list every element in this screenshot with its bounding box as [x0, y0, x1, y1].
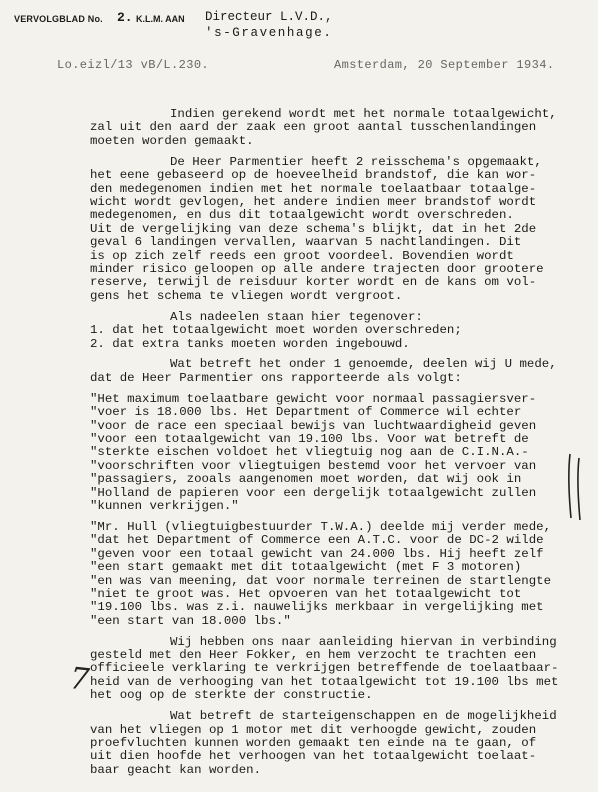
text-line: medegenomen, en dus dit totaalgewicht wordt overschreden. — [90, 208, 514, 223]
letter-body — [90, 108, 590, 785]
klm-aan-label: K.L.M. AAN — [136, 14, 185, 24]
paragraph — [90, 393, 590, 514]
text-line: dat de Heer Parmentier ons rapporteerde als volgt: — [90, 370, 462, 385]
paragraph — [90, 108, 590, 148]
text-line: zal uit den aard der zaak een groot aantal tusschenlandingen — [90, 120, 537, 135]
text-line: gesteld met den Heer Fokker, en hem verzocht te trachten een — [90, 648, 537, 663]
text-line: "kunnen verkrijgen." — [90, 498, 239, 513]
text-line: "sterkte eischen voldoet het vliegtuig nog aan de C.I.N.A.- — [90, 445, 529, 460]
paragraph — [90, 311, 590, 351]
text-line: minder risico geloopen op alle andere trajecten door grootere — [90, 261, 544, 276]
recipient-city: 's-Gravenhage. — [205, 26, 333, 40]
text-line: "voor een totaalgewicht van 19.100 lbs. Voor wat betreft de — [90, 431, 529, 446]
text-line: uit dien hoofde het verhoogen van het totaalgewicht toelaat- — [90, 749, 537, 764]
text-line: Wat betreft het onder 1 genoemde, deelen wij U mede, — [170, 357, 557, 372]
text-line: Als nadeelen staan hier tegenover: — [170, 309, 423, 324]
date-line: Amsterdam, 20 September 1934. — [334, 58, 555, 72]
text-line: "Mr. Hull (vliegtuigbestuurder T.W.A.) deelde mij verder mede, — [90, 519, 552, 534]
text-line: baar geacht kan worden. — [90, 762, 262, 777]
text-line: gens het schema te vliegen wordt vergroot. — [90, 288, 403, 303]
text-line: van het vliegen op 1 motor met dit verhoogde gewicht, zouden — [90, 722, 537, 737]
text-line: "een start gemaakt met dit totaalgewicht (met F 3 motoren) — [90, 560, 522, 575]
text-line: Wat betreft de starteigenschappen en de mogelijkheid — [170, 709, 557, 724]
text-line: den medegenomen indien met het normale toelaatbaar totaalge- — [90, 181, 537, 196]
text-line: reserve, terwijl de reisduur korter wordt en de kans om vol- — [90, 275, 537, 290]
paragraph — [90, 710, 590, 777]
text-line: het eene gebaseerd op de hoeveelheid brandstof, die kan wor- — [90, 168, 537, 183]
text-line: proefvluchten kunnen worden gemaakt ten einde na te gaan, of — [90, 735, 537, 750]
paragraph — [90, 636, 590, 703]
paragraph — [90, 358, 590, 385]
text-line: "passagiers, zooals aangenomen moet worden, dat wij ook in — [90, 472, 522, 487]
handwritten-margin-mark: 7 — [68, 661, 91, 698]
text-line: "voer is 18.000 lbs. Het Department of Commerce wil echter — [90, 405, 522, 420]
continuation-sheet-label: VERVOLGBLAD No. — [14, 14, 103, 24]
text-line: "en was van meening, dat voor normale terreinen de startlengte — [90, 573, 552, 588]
text-line: geval 6 landingen vervallen, waarvan 5 nachtlandingen. Dit — [90, 235, 522, 250]
text-line: Uit de vergelijking van deze schema's blijkt, dat in het 2de — [90, 221, 537, 236]
recipient-line: Directeur L.V.D., — [205, 10, 333, 24]
text-line: "voor de race een speciaal bewijs van luchtwaardigheid geven — [90, 418, 537, 433]
text-line: officieele verklaring te verkrijgen betreffende de toelaatbaar- — [90, 661, 559, 676]
text-line: heid van de verhooging van het totaalgewicht tot 19.100 lbs met — [90, 674, 559, 689]
text-line: wicht wordt gevlogen, het andere indien meer brandstof wordt — [90, 194, 537, 209]
paragraph — [90, 521, 590, 628]
text-line: Wij hebben ons naar aanleiding hiervan in verbinding — [170, 634, 557, 649]
text-line: "geven voor een totaal gewicht van 24.000 lbs. Hij heeft zelf — [90, 546, 544, 561]
text-line: "Het maximum toelaatbare gewicht voor normaal passagiersver- — [90, 391, 537, 406]
handwritten-bracket-icon — [566, 452, 588, 522]
text-line: Indien gerekend wordt met het normale totaalgewicht, — [170, 107, 557, 121]
text-line: 1. dat het totaalgewicht moet worden overschreden; — [90, 323, 462, 338]
text-line: "voorschriften voor vliegtuigen bestemd voor het vervoer van — [90, 458, 537, 473]
text-line: "Holland de papieren voor een dergelijk totaalgewicht zullen — [90, 485, 537, 500]
sheet-number: 2. — [117, 10, 133, 25]
text-line: moeten worden gemaakt. — [90, 133, 254, 148]
paragraph — [90, 156, 590, 303]
text-line: "een start van 18.000 lbs." — [90, 613, 291, 628]
text-line: is op zich zelf reeds een groot voordeel. Bovendien wordt — [90, 248, 514, 263]
text-line: De Heer Parmentier heeft 2 reisschema's opgemaakt, — [170, 154, 542, 169]
text-line: "dat het Department of Commerce een A.T.C. voor de DC-2 wilde — [90, 533, 544, 548]
reference-number: Lo.eizl/13 vB/L.230. — [57, 58, 210, 72]
text-line: het oog op de sterkte der constructie. — [90, 688, 373, 703]
text-line: "niet te groot was. Het opvoeren van het totaalgewicht tot — [90, 586, 522, 601]
text-line: 2. dat extra tanks moeten worden ingebouwd. — [90, 336, 410, 351]
text-line: "19.100 lbs. was z.i. nauwelijks merkbaar in vergelijking met — [90, 600, 544, 615]
